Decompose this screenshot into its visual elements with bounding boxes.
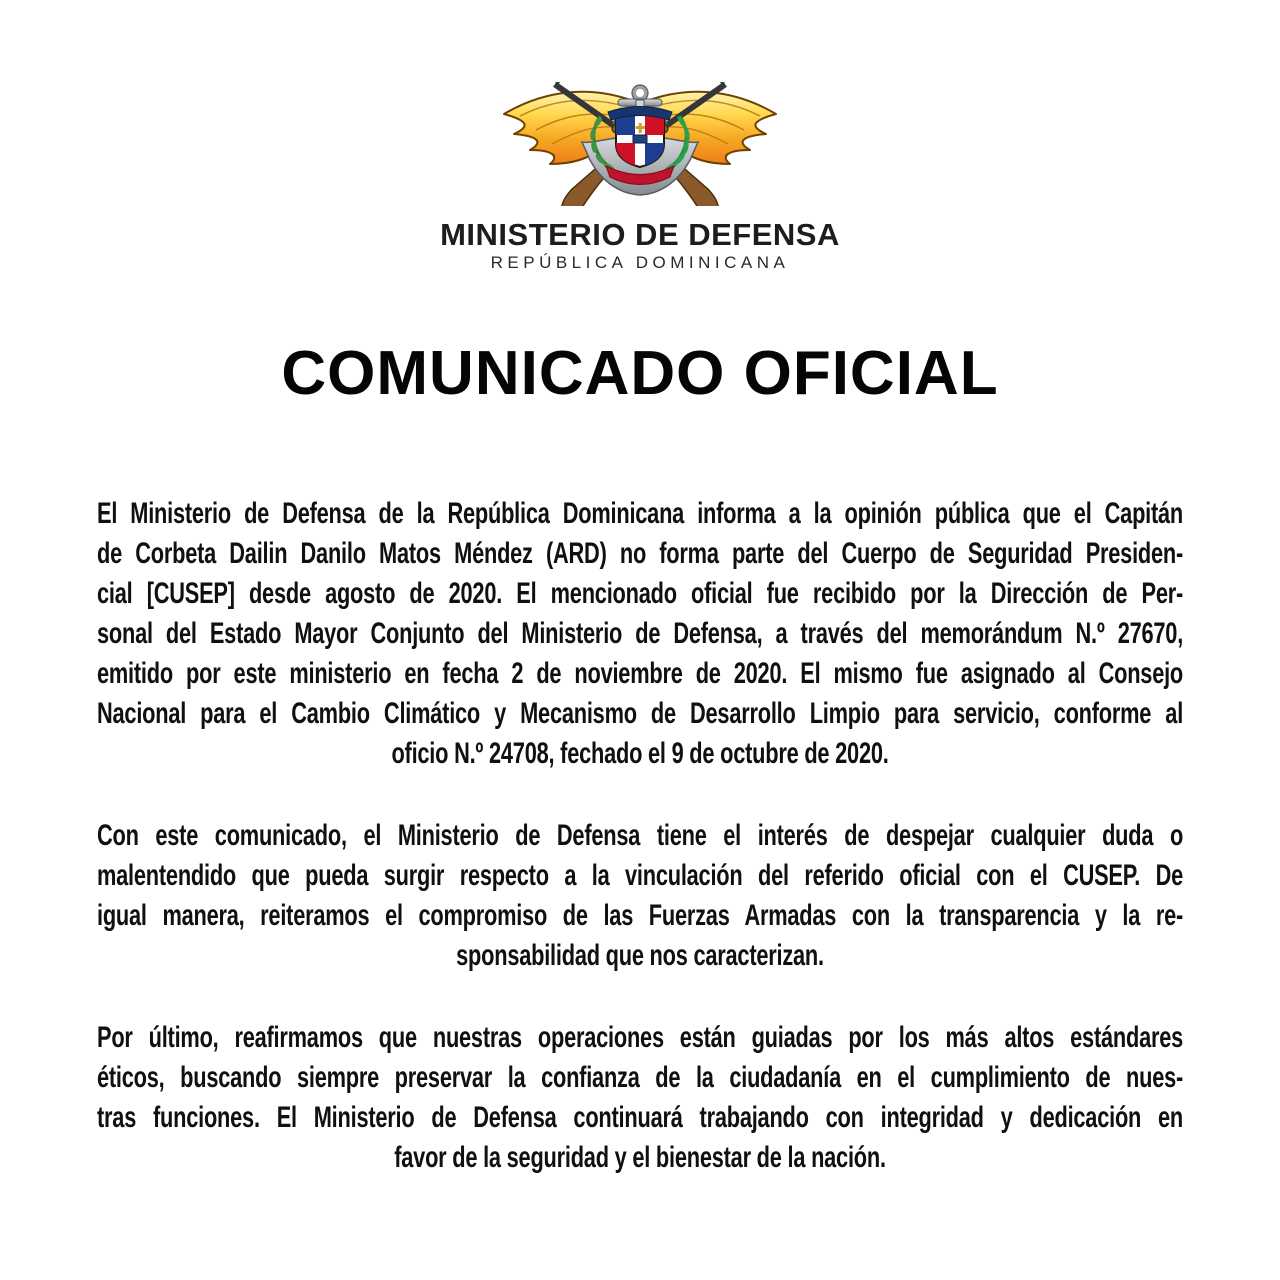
paragraph-line: malentendido que pueda surgir respecto a la vinculación del referido oficial con el CUSEP. De [97, 859, 1184, 892]
paragraph-line: tras funciones. El Ministerio de Defensa continuará trabajando con integridad y dedicación en [97, 1101, 1184, 1134]
paragraph-line: cial [CUSEP] desde agosto de 2020. El mencionado oficial fue recibido por la Dirección de Per- [97, 577, 1184, 610]
paragraph-1 [97, 494, 1183, 774]
paragraph-line: favor de la seguridad y el bienestar de la nación. [394, 1141, 886, 1174]
paragraph-line: Nacional para el Cambio Climático y Mecanismo de Desarrollo Limpio para servicio, conforme al [97, 697, 1184, 730]
ministry-name: MINISTERIO DE DEFENSA [440, 217, 840, 252]
paragraph-line: emitido por este ministerio en fecha 2 de noviembre de 2020. El mismo fue asignado al Consejo [97, 657, 1184, 690]
paragraph-2 [97, 816, 1183, 976]
paragraph-line: sonal del Estado Mayor Conjunto del Ministerio de Defensa, a través del memorándum N.º 27670, [97, 617, 1184, 650]
country-name: REPÚBLICA DOMINICANA [490, 253, 790, 272]
paragraph-line: éticos, buscando siempre preservar la confianza de la ciudadanía en el cumplimiento de nues- [97, 1061, 1184, 1094]
text-column [97, 494, 1183, 1178]
paragraph-line: oficio N.º 24708, fechado el 9 de octubre de 2020. [391, 737, 889, 770]
paragraph-3 [97, 1018, 1183, 1178]
paragraph-line: Con este comunicado, el Ministerio de Defensa tiene el interés de despejar cualquier duda o [97, 819, 1184, 852]
paragraph-line: Por último, reafirmamos que nuestras operaciones están guiadas por los más altos estándares [97, 1021, 1184, 1054]
paragraph-line: de Corbeta Dailin Danilo Matos Méndez (ARD) no forma parte del Cuerpo de Seguridad Presiden- [97, 537, 1184, 570]
paragraph-line: igual manera, reiteramos el compromiso de las Fuerzas Armadas con la transparencia y la re- [97, 899, 1184, 932]
paragraph-line: El Ministerio de Defensa de la República Dominicana informa a la opinión pública que el Capitán [97, 497, 1184, 530]
page-title: COMUNICADO OFICIAL [281, 339, 999, 408]
paragraph-line: sponsabilidad que nos caracterizan. [456, 939, 824, 972]
ministry-emblem [490, 82, 790, 206]
communique-body [97, 494, 1183, 1220]
